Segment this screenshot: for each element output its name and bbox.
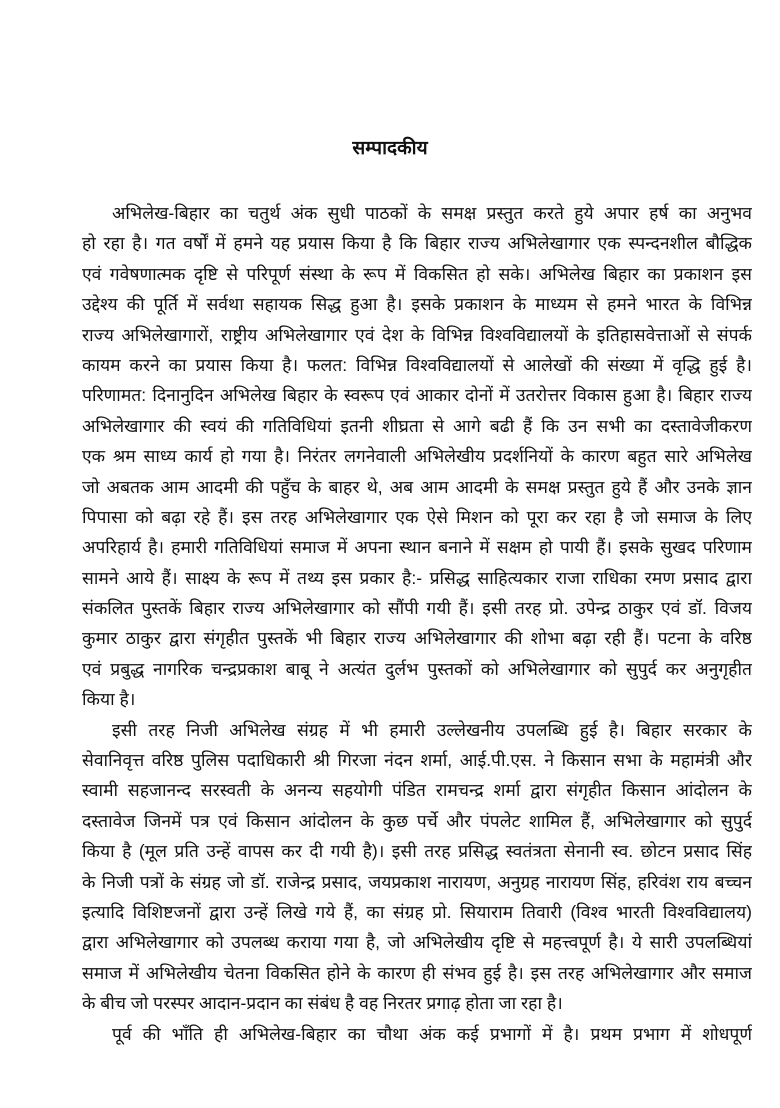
text-line: राज्य अभिलेखागारों, राष्ट्रीय अभिलेखागार एवं देश के विभिन्न विश्वविद्यालयों के इतिहासवेत्ताओं से संपर्क [82,324,752,345]
text-line: उद्देश्य की पूर्ति में सर्वथा सहायक सिद्ध हुआ है। इसके प्रकाशन के माध्यम से हमने भारत के विभिन्न [82,294,752,315]
text-line: एवं गवेषणात्मक दृष्टि से परिपूर्ण संस्था के रूप में विकसित हो सके। अभिलेख बिहार का प्रकाशन इस [82,263,752,284]
text-line: स्वामी सहजानन्द सरस्वती के अनन्य सहयोगी पंडित रामचन्द्र शर्मा द्वारा संगृहीत किसान आंदोलन के [82,780,752,801]
text-line: जो अबतक आम आदमी की पहुँच के बाहर थे, अब आम आदमी के समक्ष प्रस्तुत हुये हैं और उनके ज्ञान [82,476,752,497]
text-line: कुमार ठाकुर द्वारा संगृहीत पुस्तकें भी बिहार राज्य अभिलेखागार की शोभा बढ़ा रही हैं। पटना के वरिष्ठ [82,628,752,649]
text-line: किया है (मूल प्रति उन्हें वापस कर दी गयी है)। इसी तरह प्रसिद्ध स्वतंत्रता सेनानी स्व. छोटन प्रसाद सिंह [82,841,752,862]
text-line: अपरिहार्य है। हमारी गतिविधियां समाज में अपना स्थान बनाने में सक्षम हो पायी हैं। इसके सुखद परिणाम [82,537,752,558]
text-line: हो रहा है। गत वर्षों में हमने यह प्रयास किया है कि बिहार राज्य अभिलेखागार एक स्पन्दनशील बौद्धिक [82,233,752,254]
text-line: किया है। [82,689,136,710]
text-line: पूर्व की भाँति ही अभिलेख-बिहार का चौथा अंक कई प्रभागों में है। प्रथम प्रभाग में शोधपूर्ण [112,1023,752,1044]
text-line: समाज में अभिलेखीय चेतना विकसित होने के कारण ही संभव हुई है। इस तरह अभिलेखागार और समाज [82,962,752,983]
text-line: अभिलेख-बिहार का चतुर्थ अंक सुधी पाठकों के समक्ष प्रस्तुत करते हुये अपार हर्ष का अनुभव [112,203,752,223]
text-line: के निजी पत्रों के संग्रह जो डॉ. राजेन्द्र प्रसाद, जयप्रकाश नारायण, अनुग्रह नारायण सिंह, हरिवंश राय बच्चन [82,871,752,892]
text-line: के बीच जो परस्पर आदान-प्रदान का संबंध है वह निरतर प्रगाढ़ होता जा रहा है। [82,993,563,1014]
text-line: सेवानिवृत्त वरिष्ठ पुलिस पदाधिकारी श्री गिरजा नंदन शर्मा, आई.पी.एस. ने किसान सभा के महामंत्री और [82,750,752,771]
text-line: द्वारा अभिलेखागार को उपलब्ध कराया गया है, जो अभिलेखीय दृष्टि से महत्त्वपूर्ण है। ये सारी उपलब्धियां [82,932,752,953]
text-line: पिपासा को बढ़ा रहे हैं। इस तरह अभिलेखागार एक ऐसे मिशन को पूरा कर रहा है जो समाज के लिए [82,506,752,527]
text-line: सामने आये हैं। साक्ष्य के रूप में तथ्य इस प्रकार है:- प्रसिद्ध साहित्यकार राजा राधिका रमण प्रसाद द्वारा [82,567,752,588]
text-line: संकलित पुस्तकें बिहार राज्य अभिलेखागार को सौंपी गयी हैं। इसी तरह प्रो. उपेन्द्र ठाकुर एवं डॉ. विजय [82,598,752,619]
text-line: अभिलेखागार की स्वयं की गतिविधियां इतनी शीघ्रता से आगे बढी हैं कि उन सभी का दस्तावेजीकरण [82,415,752,436]
text-line: एवं प्रबुद्ध नागरिक चन्द्रप्रकाश बाबू ने अत्यंत दुर्लभ पुस्तकों को अभिलेखागार को सुपुर्द कर अनुगृहीत [82,658,752,679]
text-line: परिणामत: दिनानुदिन अभिलेख बिहार के स्वरूप एवं आकार दोनों में उतरोत्तर विकास हुआ है। बिहार राज्य [82,385,752,406]
text-line: कायम करने का प्रयास किया है। फलत: विभिन्न विश्वविद्यालयों से आलेखों की संख्या में वृद्धि हुई है। [82,354,752,375]
text-line: इसी तरह निजी अभिलेख संग्रह में भी हमारी उल्लेखनीय उपलब्धि हुई है। बिहार सरकार के [112,719,752,740]
text-line: दस्तावेज जिनमें पत्र एवं किसान आंदोलन के कुछ पर्चे और पंपलेट शामिल हैं, अभिलेखागार को सुपुर्द [82,810,752,831]
page-title: सम्पादकीय [352,138,428,159]
editorial-body [82,198,752,1049]
text-line: इत्यादि विशिष्टजनों द्वारा उन्हें लिखे गये हैं, का संग्रह प्रो. सियाराम तिवारी (विश्व भारती विश्वविद्यालय) [82,901,752,922]
text-line: एक श्रम साध्य कार्य हो गया है। निरंतर लगनेवाली अभिलेखीय प्रदर्शनियों के कारण बहुत सारे अभिलेख [82,446,752,467]
